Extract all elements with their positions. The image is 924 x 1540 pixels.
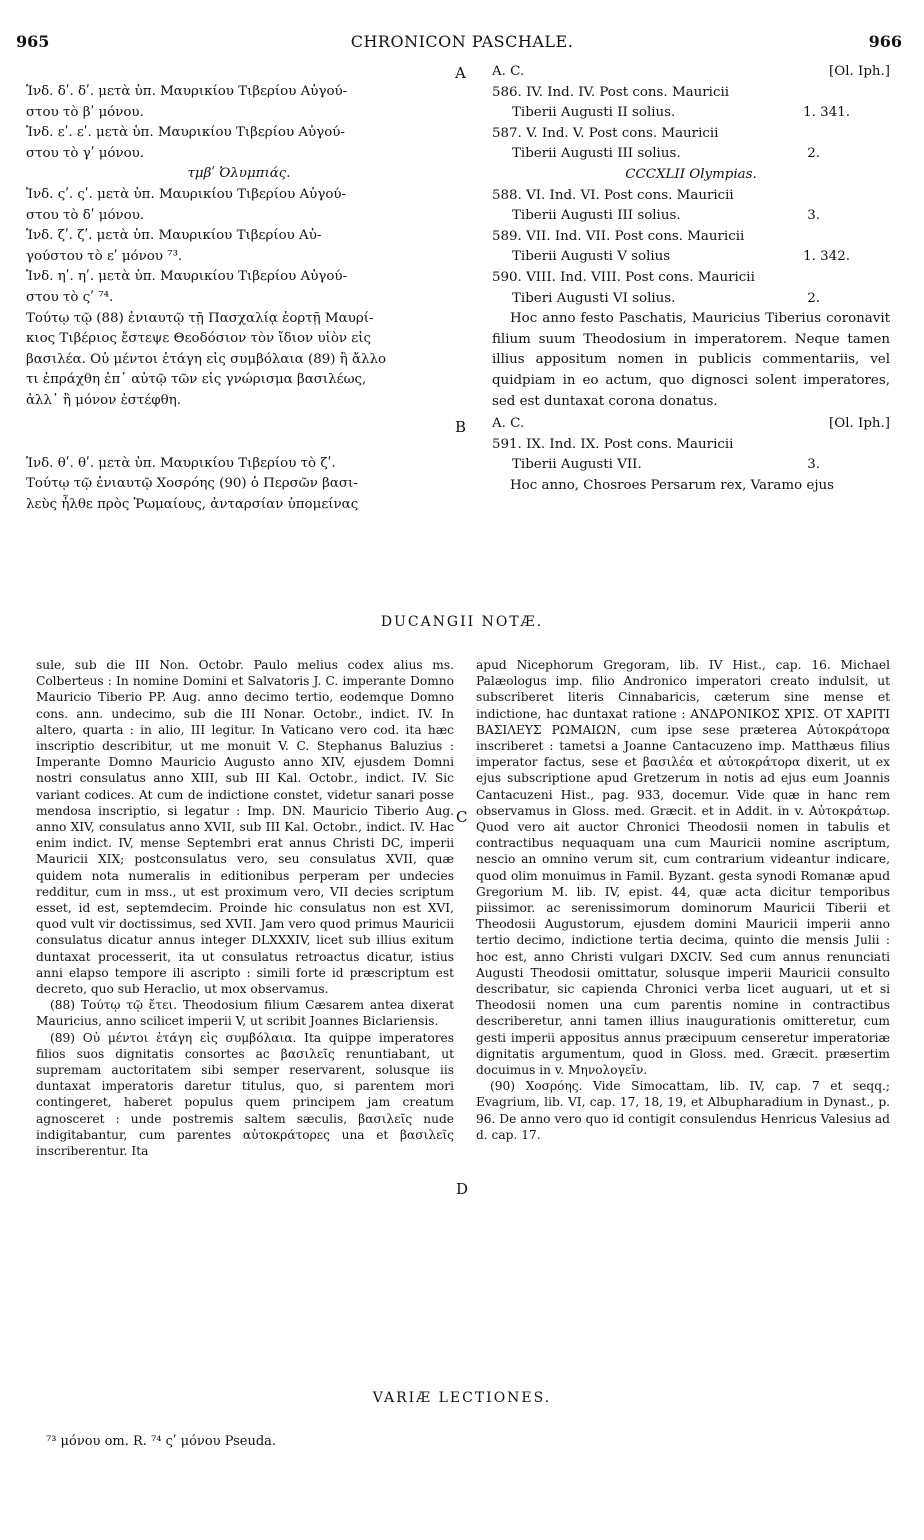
variants-heading: VARIÆ LECTIONES. xyxy=(372,1390,552,1406)
greek-text-column xyxy=(26,62,452,512)
latin-col-head: A. C. [Ol. Iph.] xyxy=(492,414,890,435)
latin-line: 588. VI. Ind. VI. Post cons. Mauricii xyxy=(492,187,734,203)
latin-line: Tiberi Augusti VI solius. 2. xyxy=(492,289,890,310)
latin-line: Tiberii Augusti II solius. 1. 341. xyxy=(492,103,890,124)
page-number-right: 966 xyxy=(868,32,902,51)
note-paragraph: (90) Χοσρόης. Vide Simocattam, lib. IV, cap. 7 et seqq.; Evagrium, lib. VI, cap. 17, 18, 19, et Albupharadium in Dynast., p. 96. De anno vero quo id contigit consulendus Henricus Valesius ad d. cap. 17. xyxy=(476,1079,890,1142)
olympiad-year: 1. 342. xyxy=(803,249,850,265)
greek-line: Ἰνδ. ηʹ. ηʹ. μετὰ ὑπ. Μαυρικίου Τιβερίου Αὐγού- xyxy=(26,269,348,285)
olympiad-year: 3. xyxy=(807,457,820,473)
variant-readings: ⁷³ μόνου om. R. ⁷⁴ ςʹ μόνου Pseuda. xyxy=(46,1434,277,1449)
greek-line: στου τὸ δʹ μόνου. xyxy=(26,207,145,223)
note-paragraph: (88) Τούτῳ τῷ ἔτει. Theodosium filium Cæsarem antea dixerat Mauricius, anno scilicet imperii V, ut scribit Joannes Biclariensis. xyxy=(36,998,454,1029)
notes-column-left xyxy=(36,657,454,1159)
greek-line: τι ἐπράχθη ἐπ᾽ αὐτῷ τῶν εἰς γνώρισμα βασιλέως, xyxy=(26,372,367,388)
latin-line: 589. VII. Ind. VII. Post cons. Mauricii xyxy=(492,228,745,244)
greek-line: Ἰνδ. θʹ. θʹ. μετὰ ὑπ. Μαυρικίου Τιβερίου τὸ ζʹ. xyxy=(26,455,336,471)
greek-line: Ἰνδ. εʹ. εʹ. μετὰ ὑπ. Μαυρικίου Τιβερίου Αὐγού- xyxy=(26,125,345,141)
note-paragraph: apud Nicephorum Gregoram, lib. IV Hist., cap. 16. Michael Palæologus imp. filio Andronico imperatori creato indulsit, ut subscriberet literis Cinnabaricis, cæterum sine mense et indictione, hac duntaxat ratione : ΑΝΔΡΟΝΙΚΟΣ ΧΡΙΣ. ΟΤ ΧΑΡΙΤΙ ΒΑΣΙΛΕΥΣ ΡΩΜΑΙΩΝ, cum ipse sese præterea Αὐτοκράτορα inscriberet : tametsi a Joanne Cantacuzeno imp. Matthæus filius imperator factus, sese et βασιλέα et αὐτοκράτορα dixerit, ut ex ejus subscriptione apud Gretzerum in notis ad ejus eum Joannis Cantacuzeni Hist., pag. 933, docemur. Vide quæ in hanc rem observamus in Gloss. med. Græcit. et in Addit. in v. Αὐτοκράτωρ. Quod vero ait auctor Chronici Theodosii nomen in tabulis et contractibus nequaquam una cum Mauricii nomine ascriptum, nescio an omnino verum sit, cum contrarium videantur indicare, quod olim monuimus in Famil. Byzant. gesta synodi Romanæ apud Gregorium M. lib. IV, epist. 44, quæ acta dicitur temporibus piissimor. ac serenissimorum dominorum Mauricii Tiberii et Theodosii Augustorum, ejusdem domini Mauricii imperii anno tertio decimo, indictione tertia decima, quinto die mensis Julii : hoc est, anno Christi vulgari DXCIV. Sed cum annus renunciati Augusti Theodosii omittatur, solusque imperii Mauricii consulto describatur, sic capienda Chronici verba licet auguari, ut et si Theodosii nomen una cum parentis nomine in contractibus describeretur, anni tamen illius inaugurationis omitteretur, cum gesti imperii appositus annus præcipuum censeretur imperatoriæ dignitatis argumentum, quod in Gloss. med. Græcit. præsertim docuimus in v. Μηνολογεῖν. xyxy=(476,658,890,1078)
margin-marker-d: D xyxy=(456,1180,469,1198)
greek-line: ἀλλ᾽ ἢ μόνον ἐστέφθη. xyxy=(26,392,181,408)
latin-line: Tiberii Augusti VII. 3. xyxy=(492,455,890,476)
page-number-left: 965 xyxy=(16,32,50,51)
note-paragraph: sule, sub die III Non. Octobr. Paulo melius codex alius ms. Colberteus : In nomine Domini et Salvatoris J. C. imperante Domno Mauricio Tiberio PP. Aug. anno decimo tertio, eodemque Domno cons. ann. undecimo, sub die III Nonar. Octobr., indict. IV. In altero, quarta : in alio, III legitur. In Vaticano vero cod. ita hæc inscriptio describitur, ut me monuit V. C. Stephanus Baluzius : Imperante Domno Mauricio Augusto anno XIV, ejusdem Domni nostri consulatus anno XIII, sub III Kal. Octobr., indict. IV. Sic variant codices. At cum de indictione constet, videtur sanari posse mendosa inscriptio, si legatur : Imp. DN. Mauricio Tiberio Aug. anno XIV, consulatus anno XVII, sub III Kal. Octobr., indict. IV. Hac enim indict. IV, mense Septembri erat annus Christi DC, imperii Mauricii XIX; postconsulatus vero, seu consulatus XVII, quæ quidem nota numeralis in editionibus perperam per undecies redditur, cum in mss., ut est proximum vero, VII decies scriptum esset, id est, septemdecim. Proinde hic consulatus non est XVI, quod vult vir doctissimus, sed XVII. Jam vero quod primus Mauricii consulatus dicatur annus integer DLXXXIV, licet sub illius exitum duntaxat processerit, ita ut consulatus retroactus dicatur, istius anni elapso tempore ili ascripto : simili forte id præscriptum est decreto, quo sub Heraclio, ut mox observamus. xyxy=(36,658,454,997)
latin-text-column xyxy=(492,62,890,496)
greek-line: Ἰνδ. ςʹ. ςʹ. μετὰ ὑπ. Μαυρικίου Τιβερίου Αὐγού- xyxy=(26,186,347,202)
latin-line: 586. IV. Ind. IV. Post cons. Mauricii xyxy=(492,84,730,100)
latin-line: 591. IX. Ind. IX. Post cons. Mauricii xyxy=(492,436,734,452)
olympiad-year: 2. xyxy=(807,290,820,306)
page-header xyxy=(0,32,924,58)
latin-line: Tiberii Augusti III solius. 3. xyxy=(492,206,890,227)
anno-christi-label: A. C. xyxy=(492,64,525,79)
olympiad-label: [Ol. Iph.] xyxy=(829,64,890,79)
olympiad-label: [Ol. Iph.] xyxy=(829,416,890,432)
latin-col-head xyxy=(492,62,890,83)
greek-line: στου τὸ ςʹ ⁷⁴. xyxy=(26,289,114,305)
greek-line: Τούτῳ τῷ ἐνιαυτῷ Χοσρόης (90) ὁ Περσῶν βασι- xyxy=(26,476,358,492)
olympiad-heading-latin: CCCXLII Olympias. xyxy=(625,166,757,182)
margin-marker-b: B xyxy=(455,418,467,436)
latin-line: 587. V. Ind. V. Post cons. Mauricii xyxy=(492,125,719,141)
olympiad-year: 1. 341. xyxy=(803,105,850,121)
olympiad-year: 2. xyxy=(807,146,820,162)
latin-paragraph: Hoc anno, Chosroes Persarum rex, Varamo ejus xyxy=(510,477,834,493)
greek-line: λεὺς ἦλθε πρὸς Ῥωμαίους, ἀνταρσίαν ὑπομείνας xyxy=(26,496,359,512)
greek-line: Ἰνδ. ζʹ. ζʹ. μετὰ ὑπ. Μαυρικίου Τιβερίου Αὐ- xyxy=(26,228,322,244)
latin-line: Tiberii Augusti III solius. 2. xyxy=(492,144,890,165)
greek-line: γούστου τὸ εʹ μόνου ⁷³. xyxy=(26,248,183,264)
greek-line: στου τὸ βʹ μόνου. xyxy=(26,104,144,120)
olympiad-year: 3. xyxy=(807,208,820,224)
greek-line: κιος Τιβέριος ἔστεψε Θεοδόσιον τὸν ἴδιον υἱὸν εἰς xyxy=(26,331,371,347)
running-title: CHRONICON PASCHALE. xyxy=(350,32,574,51)
greek-line: Ἰνδ. δʹ. δʹ. μετὰ ὑπ. Μαυρικίου Τιβερίου Αὐγού- xyxy=(26,84,348,99)
greek-line: στου τὸ γʹ μόνου. xyxy=(26,145,145,161)
note-paragraph: (89) Οὐ μέντοι ἐτάγη εἰς συμβόλαια. Ita quippe imperatores filios suos dignitatis consortes ac βασιλεῖς renuntiabant, ut supremam auctoritatem sibi semper reservarent, solusque iis duntaxat imperatoris daretur titulus, quo, si parentem mori contingeret, haberet populus quem principem jam creatum agnosceret : unde postremis saltem sæculis, βασιλεῖς nude indigitabantur, cum parentes αὐτοκράτορες una et βασιλεῖς inscriberentur. Ita xyxy=(36,1030,454,1159)
olympiad-heading-greek: τμβʹ Ὀλυμπιάς. xyxy=(187,166,291,182)
margin-marker-a: A xyxy=(455,64,466,82)
notes-column-right xyxy=(476,657,890,1143)
greek-line: Τούτῳ τῷ (88) ἐνιαυτῷ τῇ Πασχαλίᾳ ἑορτῇ Μαυρί- xyxy=(26,310,374,326)
latin-line: 590. VIII. Ind. VIII. Post cons. Mauricii xyxy=(492,269,755,285)
margin-marker-c: C xyxy=(456,808,468,826)
latin-paragraph: Hoc anno festo Paschatis, Mauricius Tiberius coronavit filium suum Theodosium in imperatorem. Neque tamen illius appositum nomen in publicis commentariis, vel quidpiam in eo actum, quo dignosci solent imperatores, sed est duntaxat corona donatus. xyxy=(492,311,890,409)
latin-line: Tiberii Augusti V solius 1. 342. xyxy=(492,247,890,268)
notes-heading: DUCANGII NOTÆ. xyxy=(380,614,544,630)
greek-line: βασιλέα. Οὐ μέντοι ἐτάγη εἰς συμβόλαια (89) ἢ ἄλλο xyxy=(26,351,387,367)
